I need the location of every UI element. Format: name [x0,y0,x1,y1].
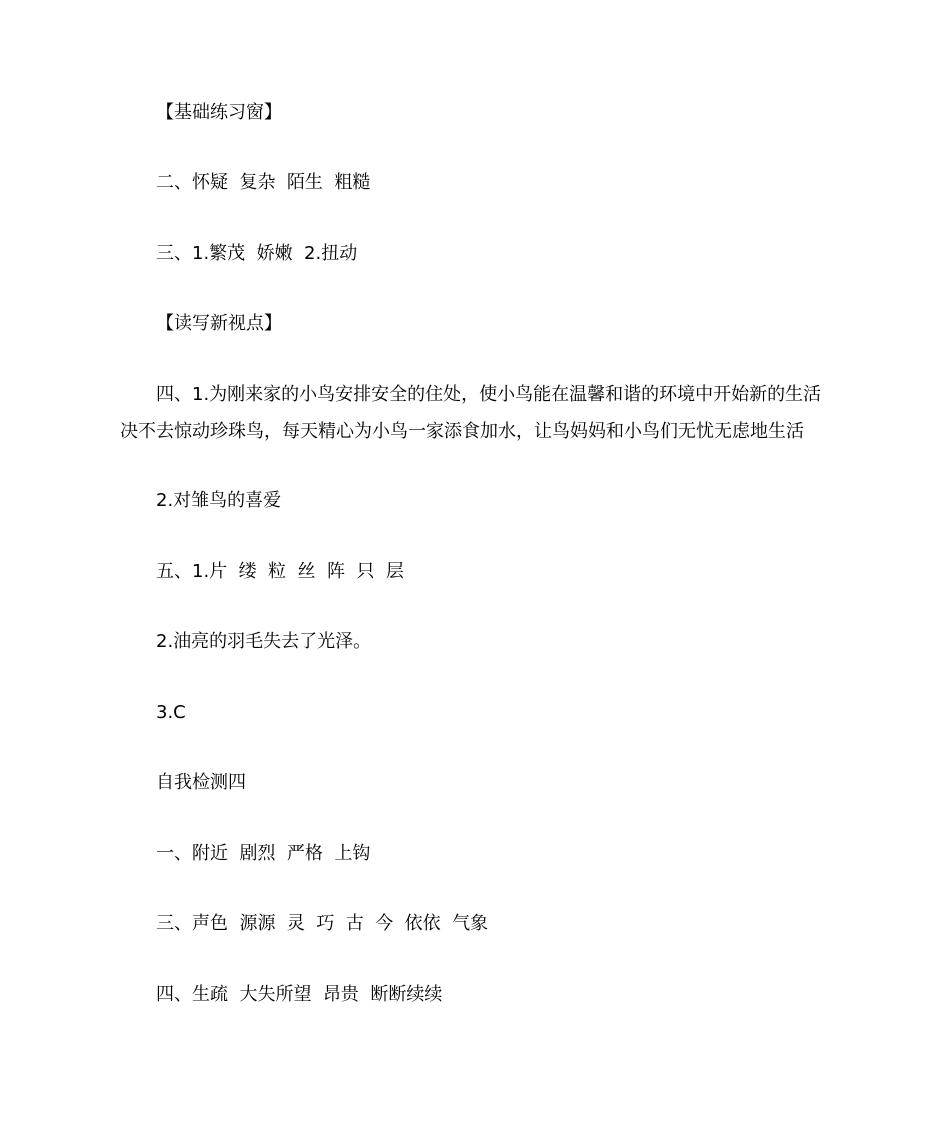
answer-line: 五、1.片 缕 粒 丝 阵 只 层 [156,561,404,582]
answer-line: 二、怀疑 复杂 陌生 粗糙 [156,172,371,193]
answer-line: 四、1.为刚来家的小鸟安排安全的住处，使小鸟能在温馨和谐的环境中开始新的生活 [156,384,822,405]
answer-line: 2.对雏鸟的喜爱 [156,490,282,511]
section-heading-basic-practice: 【基础练习窗】 [156,102,282,123]
answer-line: 四、生疏 大失所望 昂贵 断断续续 [156,984,443,1005]
section-heading-read-write: 【读写新视点】 [156,313,282,334]
section-heading-self-test: 自我检测四 [156,772,246,793]
answer-line: 一、附近 剧烈 严格 上钩 [156,843,371,864]
answer-line: 3.C [156,702,186,723]
answer-line: 2.油亮的羽毛失去了光泽。 [156,631,372,652]
answer-line-continuation: 决不去惊动珍珠鸟，每天精心为小鸟一家添食加水，让鸟妈妈和小鸟们无忧无虑地生活 [120,421,804,442]
answer-line: 三、1.繁茂 娇嫩 2.扭动 [156,243,358,264]
answer-line: 三、声色 源源 灵 巧 古 今 依依 气象 [156,913,489,934]
